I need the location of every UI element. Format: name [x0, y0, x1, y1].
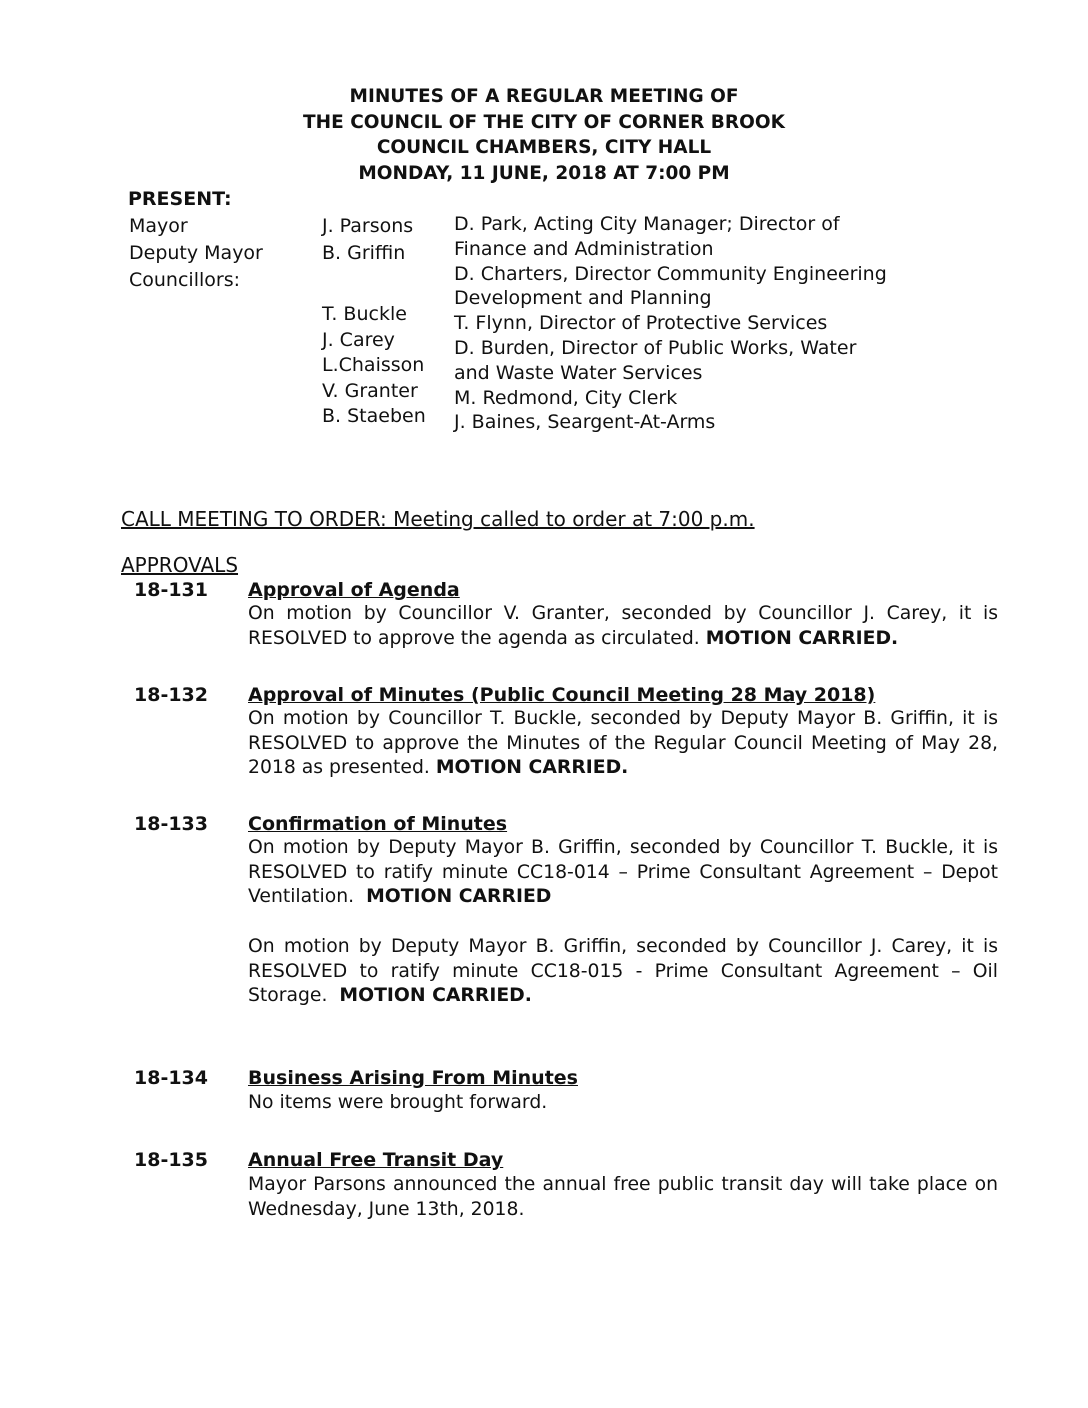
item-number: 18-132 — [134, 684, 208, 706]
staff-line: D. Park, Acting City Manager; Director of — [454, 213, 840, 235]
role-mayor: Mayor — [129, 215, 188, 237]
header-line-2: THE COUNCIL OF THE CITY OF CORNER BROOK — [303, 111, 785, 133]
body-line — [248, 984, 998, 1009]
motion-status: MOTION CARRIED. — [339, 985, 532, 1006]
names-spacer — [322, 267, 426, 301]
item-title: Business Arising From Minutes — [248, 1067, 578, 1089]
name-mayor: J. Parsons — [322, 215, 414, 237]
item-number: 18-135 — [134, 1149, 208, 1171]
staff-line: T. Flynn, Director of Protective Services — [454, 312, 828, 335]
body-text: RESOLVED to approve the agenda as circulated. — [248, 627, 700, 649]
staff-line: J. Baines, Seargent-At-Arms — [454, 411, 716, 434]
councillor-name: V. Granter — [322, 379, 418, 402]
body-text: Ventilation. — [248, 886, 355, 907]
body-line: RESOLVED to approve the Minutes of the Regular Council Meeting of May 28, — [248, 732, 998, 754]
motion-status: MOTION CARRIED — [366, 886, 552, 907]
body-line: On motion by Deputy Mayor B. Griffin, seconded by Councillor T. Buckle, it is — [248, 837, 998, 858]
body-line: RESOLVED to ratify minute CC18-014 – Prime Consultant Agreement – Depot — [248, 861, 998, 883]
staff-attendees — [454, 212, 887, 435]
item-body — [248, 1091, 998, 1116]
councillor-name: B. Staeben — [322, 405, 426, 427]
document-header — [0, 84, 1088, 186]
header-line-1: MINUTES OF A REGULAR MEETING OF — [349, 86, 739, 107]
role-councillors: Councillors: — [129, 269, 240, 291]
item-body — [248, 707, 998, 781]
staff-line: M. Redmond, City Clerk — [454, 386, 678, 409]
item-body — [248, 1173, 998, 1222]
item-body — [248, 602, 998, 651]
body-line — [248, 756, 998, 781]
call-to-order: CALL MEETING TO ORDER: Meeting called to order at 7:00 p.m. — [121, 507, 755, 531]
present-label: PRESENT: — [128, 188, 232, 210]
body-line: On motion by Deputy Mayor B. Griffin, seconded by Councillor J. Carey, it is — [248, 936, 998, 957]
staff-line: D. Charters, Director Community Engineering — [454, 262, 887, 285]
councillor-name: T. Buckle — [322, 303, 407, 325]
councillor-name: L.Chaisson — [322, 354, 425, 376]
staff-line: Development and Planning — [454, 287, 712, 310]
item-number: 18-133 — [134, 813, 208, 835]
body-line: On motion by Councillor T. Buckle, seconded by Deputy Mayor B. Griffin, it is — [248, 708, 998, 729]
motion-status: MOTION CARRIED. — [435, 757, 629, 778]
item-title: Approval of Agenda — [248, 579, 460, 601]
body-line — [248, 627, 998, 652]
body-line: On motion by Councillor V. Granter, seconded by Councillor J. Carey, it is — [248, 603, 998, 624]
attendee-roles — [129, 213, 263, 294]
item-number: 18-134 — [134, 1067, 208, 1089]
body-line: Wednesday, June 13th, 2018. — [248, 1198, 525, 1220]
item-body — [248, 836, 998, 910]
body-line: No items were brought forward. — [248, 1092, 548, 1113]
attendee-names — [322, 213, 426, 429]
body-line — [248, 885, 998, 910]
item-title: Approval of Minutes (Public Council Meeting 28 May 2018) — [248, 684, 876, 706]
approvals-heading: APPROVALS — [121, 553, 239, 577]
item-title: Annual Free Transit Day — [248, 1149, 504, 1171]
name-deputy-mayor: B. Griffin — [322, 242, 406, 264]
staff-line: and Waste Water Services — [454, 361, 703, 384]
body-line: Mayor Parsons announced the annual free public transit day will take place on — [248, 1174, 998, 1195]
motion-status: MOTION CARRIED. — [705, 627, 899, 649]
body-text: 2018 as presented. — [248, 757, 430, 778]
item-body-2 — [248, 935, 998, 1009]
body-line: RESOLVED to ratify minute CC18-015 - Prime Consultant Agreement – Oil — [248, 960, 998, 982]
item-number: 18-131 — [134, 579, 208, 601]
header-line-4: MONDAY, 11 JUNE, 2018 AT 7:00 PM — [358, 162, 730, 184]
header-line-3: COUNCIL CHAMBERS, CITY HALL — [376, 137, 712, 158]
staff-line: Finance and Administration — [454, 237, 714, 260]
role-deputy-mayor: Deputy Mayor — [129, 242, 263, 264]
councillor-name: J. Carey — [322, 328, 395, 351]
staff-line: D. Burden, Director of Public Works, Water — [454, 336, 857, 359]
body-text: Storage. — [248, 985, 328, 1006]
item-title: Confirmation of Minutes — [248, 813, 508, 835]
